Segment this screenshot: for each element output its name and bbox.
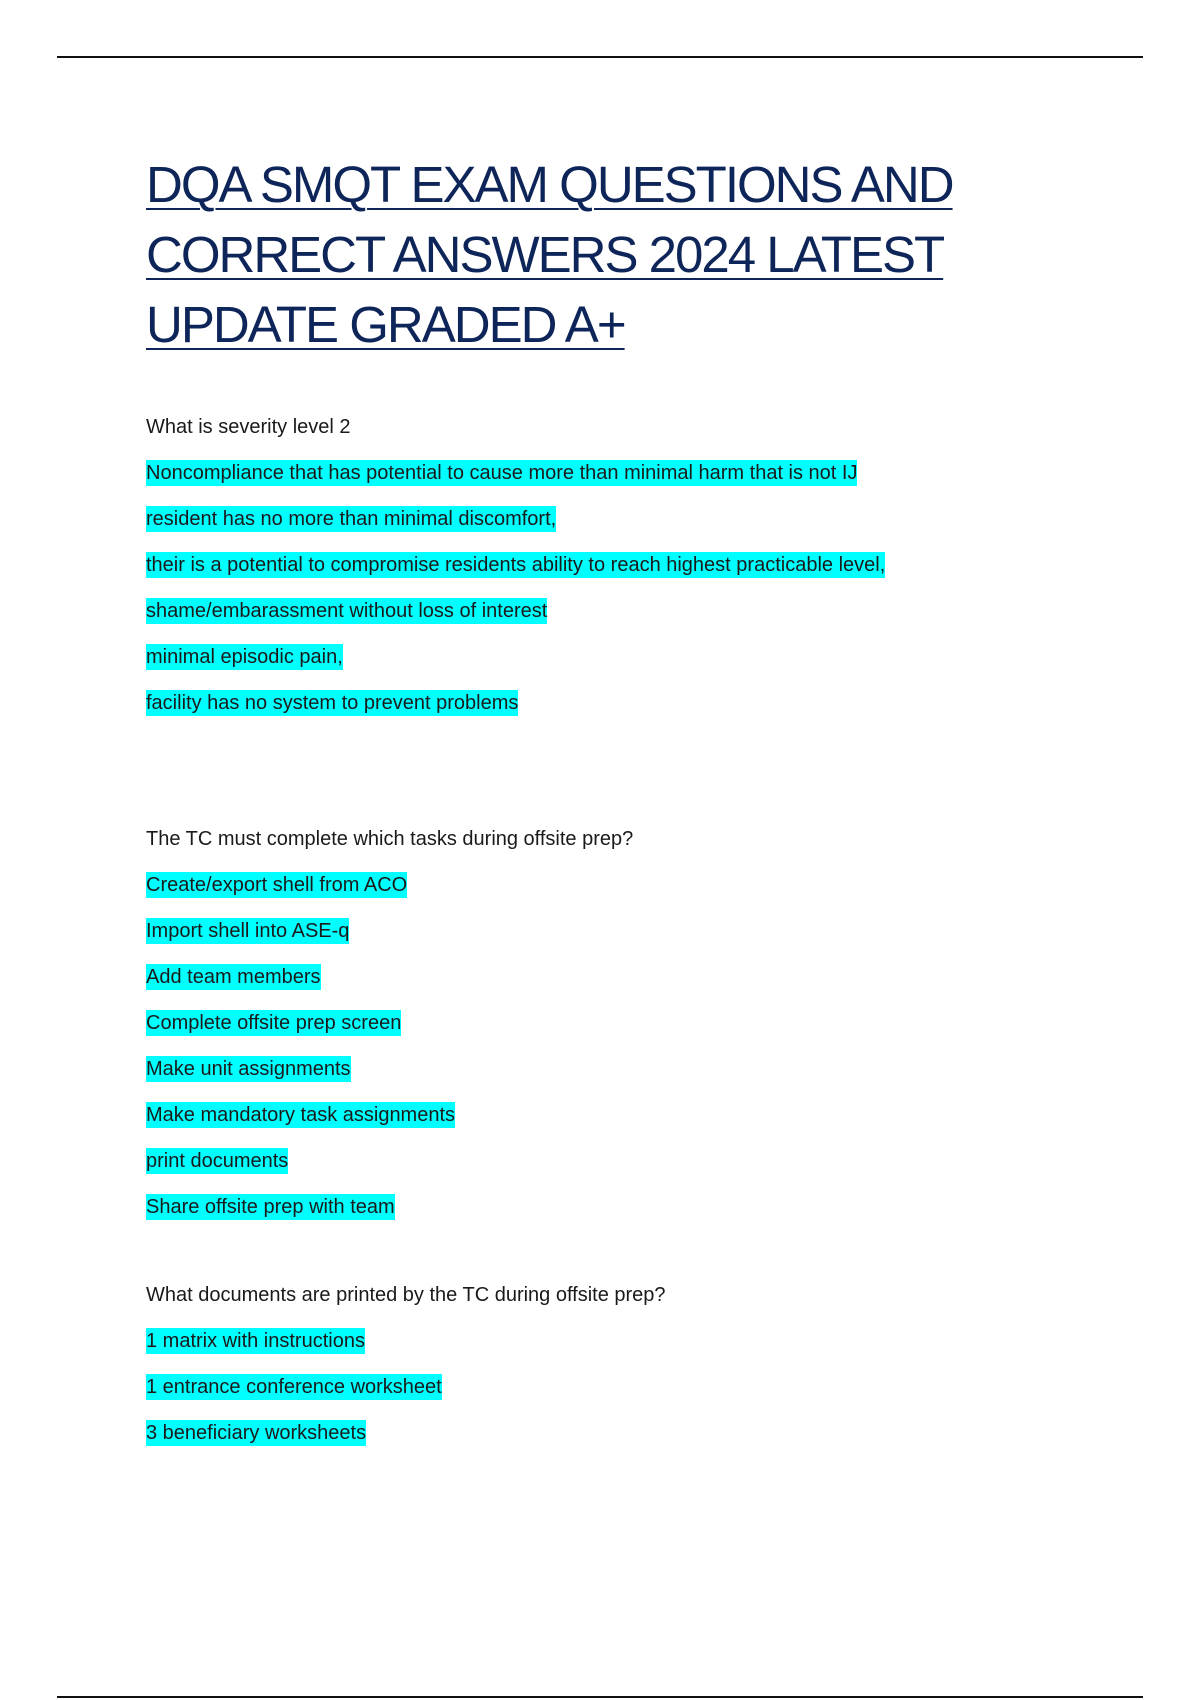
highlighted-answer: print documents [146,1150,289,1172]
highlighted-answer: minimal episodic pain, [146,646,343,668]
highlighted-answer: shame/embarassment without loss of interest [146,600,548,622]
question: What documents are printed by the TC during offsite prep? [146,1284,666,1306]
question: The TC must complete which tasks during offsite prep? [146,828,634,850]
highlighted-answer: Make unit assignments [146,1058,351,1080]
answer-item [146,1364,1106,1410]
answer-item [146,862,1106,908]
answer-item [146,1000,1106,1046]
answer-item [146,1138,1106,1184]
answer-list [146,450,1106,726]
highlighted-answer: 1 entrance conference worksheet [146,1376,442,1398]
highlighted-answer: Share offsite prep with team [146,1196,395,1218]
highlighted-answer: facility has no system to prevent problems [146,692,519,714]
answer-list [146,862,1106,1230]
top-rule [57,56,1143,58]
qa-section-severity-level [146,404,1106,726]
highlighted-answer: Complete offsite prep screen [146,1012,402,1034]
highlighted-answer: Import shell into ASE-q [146,920,350,942]
highlighted-answer: Make mandatory task assignments [146,1104,456,1126]
answer-item [146,680,1106,726]
answer-item [146,1092,1106,1138]
answer-list [146,1318,1106,1456]
answer-item [146,634,1106,680]
answer-item [146,908,1106,954]
answer-item [146,954,1106,1000]
answer-item [146,1184,1106,1230]
answer-item [146,1046,1106,1092]
highlighted-answer: 1 matrix with instructions [146,1330,365,1352]
question: What is severity level 2 [146,416,351,438]
highlighted-answer: 3 beneficiary worksheets [146,1422,367,1444]
qa-section-printed-documents [146,1272,1106,1456]
answer-item [146,1318,1106,1364]
qa-section-offsite-prep-tasks [146,816,1106,1230]
highlighted-answer: Noncompliance that has potential to cause more than minimal harm that is not IJ [146,462,858,484]
highlighted-answer: Create/export shell from ACO [146,874,408,896]
highlighted-answer: resident has no more than minimal discomfort, [146,508,557,530]
answer-item [146,496,1106,542]
document-title-text: DQA SMQT EXAM QUESTIONS AND CORRECT ANSWERS 2024 LATEST UPDATE GRADED A+ [146,156,953,353]
answer-item [146,542,1106,588]
highlighted-answer: their is a potential to compromise residents ability to reach highest practicable level, [146,554,886,576]
answer-item [146,450,1106,496]
highlighted-answer: Add team members [146,966,321,988]
answer-item [146,588,1106,634]
bottom-rule [57,1696,1143,1698]
document-body [146,150,1106,1456]
answer-item [146,1410,1106,1456]
document-title [146,150,1106,360]
